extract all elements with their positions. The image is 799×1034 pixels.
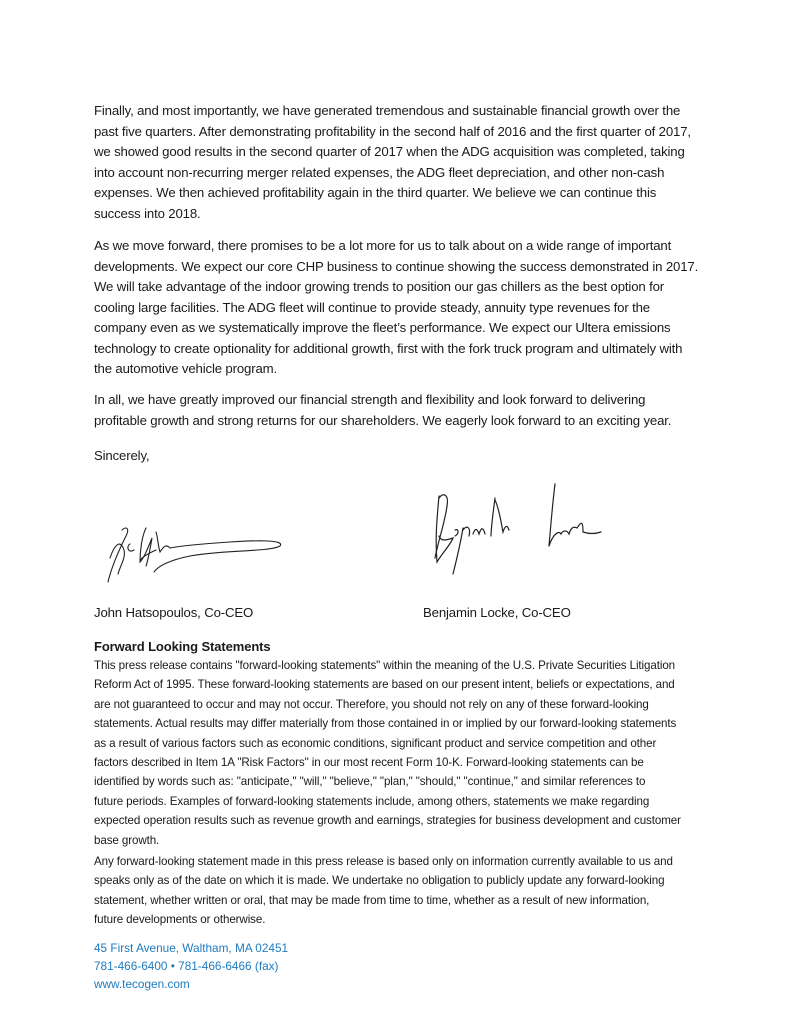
- company-footer: [94, 939, 288, 993]
- text-line: expenses. We then achieved profitability again in the third quarter. We believe we can continue this: [94, 185, 657, 200]
- text-line: statement, whether written or oral, that may be made from time to time, whether as a result of new information,: [94, 893, 650, 907]
- text-line: We will take advantage of the indoor growing trends to position our gas chillers as the best option for: [94, 279, 665, 294]
- signature-john-hatsopoulos-icon: [100, 510, 300, 590]
- signature-benjamin-locke-icon: [425, 478, 625, 588]
- closing-salutation: Sincerely,: [94, 448, 150, 463]
- letter-paragraph-1: [94, 101, 734, 224]
- text-line: statements. Actual results may differ materially from those contained in or implied by our forward-looking statements: [94, 717, 677, 731]
- signatory-name-2: Benjamin Locke, Co-CEO: [423, 605, 571, 620]
- text-line: cooling large facilities. The ADG fleet will continue to provide steady, annuity type revenues for the: [94, 299, 650, 315]
- text-line: identified by words such as: "anticipate," "will," "believe," "plan," "should," "continue," and similar references to: [94, 775, 646, 789]
- forward-looking-heading: Forward Looking Statements: [94, 639, 271, 654]
- text-line: expected operation results such as revenue growth and earnings, strategies for business development and customer: [94, 814, 681, 828]
- text-line: future periods. Examples of forward-looking statements include, among others, statements we make regarding: [94, 794, 650, 808]
- text-line: into account non-recurring merger related expenses, the ADG fleet depreciation, and other non-cash: [94, 164, 665, 180]
- text-line: factors described in Item 1A "Risk Factors" in our most recent Form 10-K. Forward-looking statements can be: [94, 756, 644, 770]
- text-line: company even as we systematically improve the fleet’s performance. We expect our Ultera emissions: [94, 320, 671, 335]
- text-line: In all, we have greatly improved our financial strength and flexibility and look forward to delivering: [94, 392, 646, 407]
- text-line: are not guaranteed to occur and may not occur. Therefore, you should not rely on any of these forward-looking: [94, 697, 649, 711]
- text-line: technology to create optionality for additional growth, first with the fork truck program and ultimately with: [94, 340, 683, 356]
- text-line: Any forward-looking statement made in this press release is based only on information currently available to us and: [94, 855, 673, 868]
- footer-address: 45 First Avenue, Waltham, MA 02451: [94, 941, 289, 955]
- text-line: success into 2018.: [94, 205, 201, 221]
- text-line: As we move forward, there promises to be a lot more for us to talk about on a wide range of important: [94, 238, 672, 253]
- forward-looking-paragraph-1: [94, 656, 754, 850]
- text-line: as a result of various factors such as economic conditions, significant product and service competition and other: [94, 736, 657, 750]
- letter-paragraph-3: [94, 390, 734, 431]
- text-line: This press release contains "forward-looking statements" within the meaning of the U.S. Private Securities Litigation: [94, 659, 676, 672]
- text-line: speaks only as of the date on which it is made. We undertake no obligation to publicly update any forward-looking: [94, 874, 665, 888]
- signatory-name-1: John Hatsopoulos, Co-CEO: [94, 605, 254, 620]
- text-line: profitable growth and strong returns for our shareholders. We eagerly look forward to an exciting year.: [94, 412, 672, 428]
- text-line: Finally, and most importantly, we have generated tremendous and sustainable financial growth over the: [94, 103, 681, 118]
- footer-website-link[interactable]: www.tecogen.com: [94, 977, 190, 991]
- text-line: future developments or otherwise.: [94, 913, 266, 927]
- text-line: the automotive vehicle program.: [94, 361, 278, 376]
- text-line: base growth.: [94, 833, 160, 847]
- text-line: we showed good results in the second quarter of 2017 when the ADG acquisition was completed, taking: [94, 144, 685, 159]
- text-line: Reform Act of 1995. These forward-looking statements are based on our present intent, beliefs or expectations, and: [94, 678, 675, 692]
- footer-phone: 781-466-6400 • 781-466-6466 (fax): [94, 959, 279, 973]
- forward-looking-paragraph-2: [94, 852, 754, 930]
- text-line: past five quarters. After demonstrating profitability in the second half of 2016 and the first quarter of 2017,: [94, 123, 691, 139]
- text-line: developments. We expect our core CHP business to continue showing the success demonstrated in 2017.: [94, 258, 699, 274]
- letter-paragraph-2: [94, 236, 734, 380]
